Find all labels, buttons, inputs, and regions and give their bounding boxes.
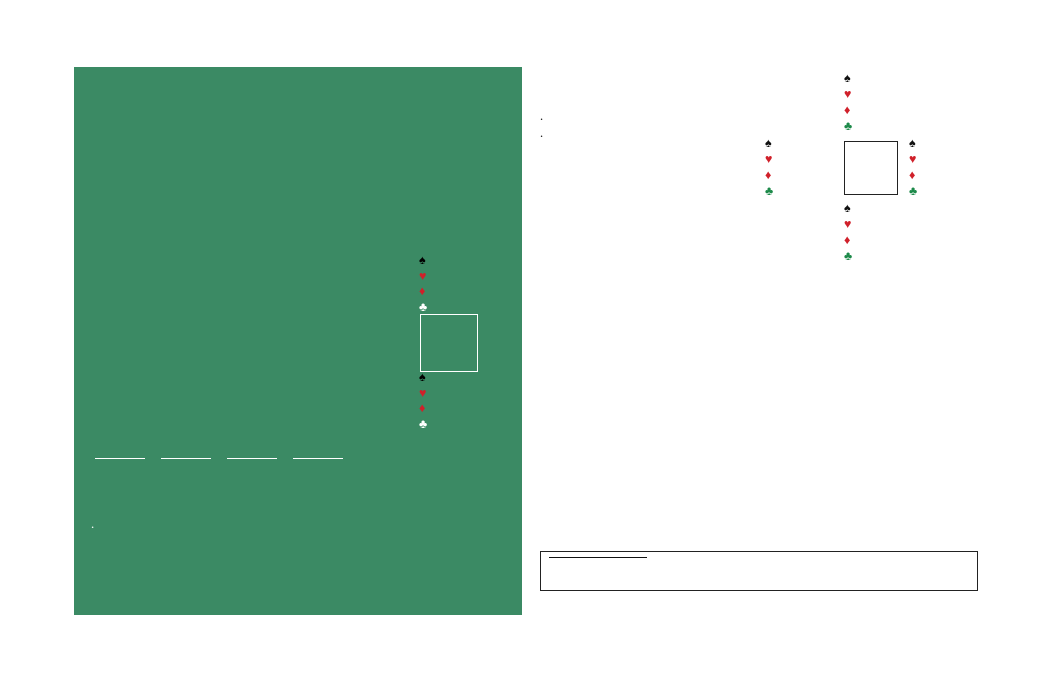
- diamond-icon: ♦: [844, 233, 851, 247]
- bid-col-sud: [95, 457, 145, 461]
- club-icon: ♣: [419, 299, 428, 314]
- club-icon: ♣: [844, 119, 853, 133]
- diagram-west-hand: [765, 135, 777, 199]
- club-icon: ♣: [844, 249, 853, 263]
- heart-icon: ♥: [419, 385, 427, 400]
- lead-line: .: [540, 126, 544, 140]
- diagram-north-hand: [844, 70, 856, 134]
- diagram-east-hand: [909, 135, 921, 199]
- club-icon: ♣: [909, 184, 918, 198]
- promo-box: [540, 551, 978, 591]
- diagram-south-hand: [844, 200, 856, 264]
- club-icon: ♣: [419, 416, 428, 431]
- spade-icon: ♠: [844, 71, 851, 85]
- north-hand: [419, 253, 431, 315]
- spade-icon: ♠: [419, 253, 426, 267]
- heart-icon: ♥: [419, 268, 427, 283]
- contract-line: .: [540, 109, 544, 123]
- club-icon: ♣: [765, 184, 774, 198]
- heart-icon: ♥: [844, 87, 852, 101]
- diamond-icon: ♦: [844, 103, 851, 117]
- diamond-icon: ♦: [419, 401, 426, 415]
- spade-icon: ♠: [765, 136, 772, 150]
- diamond-icon: ♦: [765, 168, 772, 182]
- bid-col-o: [161, 457, 211, 461]
- bid-col-e: [293, 457, 343, 461]
- heart-icon: ♥: [844, 217, 852, 231]
- compass-rose: [420, 314, 478, 372]
- spade-icon: ♠: [909, 136, 916, 150]
- diamond-icon: ♦: [419, 284, 426, 298]
- bid-col-n: [227, 457, 277, 461]
- spade-icon: ♠: [844, 201, 851, 215]
- diagram-compass: [844, 141, 898, 195]
- heart-icon: ♥: [765, 152, 773, 166]
- heart-icon: ♥: [909, 152, 917, 166]
- spade-icon: ♠: [419, 370, 426, 384]
- figaro-magazine-logo: [549, 557, 647, 558]
- diamond-icon: ♦: [909, 168, 916, 182]
- south-hand: [419, 370, 431, 432]
- problem-panel: [74, 67, 522, 615]
- lead-line: .: [91, 516, 95, 531]
